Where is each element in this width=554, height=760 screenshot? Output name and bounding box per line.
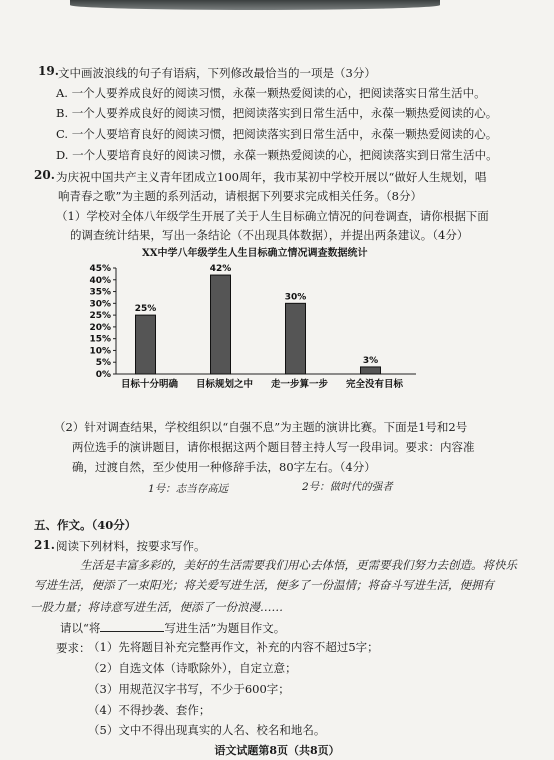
title-blank (100, 621, 164, 632)
speech-topic-2: 2号：做时代的强者 (302, 481, 393, 493)
requirements-label: 要求： (56, 641, 91, 655)
prompt-prefix: 请以“将 (60, 621, 101, 635)
requirement-1: （1）先将题目补充完整再作文，补充的内容不超过5字； (88, 640, 379, 654)
chart-y-tick-label: 5% (95, 358, 111, 369)
q19-number: 19. (38, 64, 59, 78)
q20-part1-line2: 的调查统计结果，写出一条结论（不出现具体数据），并提出两条建议。（4分） (70, 228, 469, 242)
requirement-2: （2）自选文体（诗歌除外），自定立意； (88, 661, 297, 675)
q20-part1-line1: （1）学校对全体八年级学生开展了关于人生目标确立情况的问卷调查，请你根据下面 (56, 209, 489, 223)
chart-y-tick-label: 30% (89, 299, 111, 310)
chart-data-label: 25% (134, 304, 157, 315)
q20-part2-line1: （2）针对调查结果，学校组织以“自强不息”为主题的演讲比赛。下面是1号和2号 (54, 420, 468, 434)
survey-bar-chart (78, 244, 488, 414)
chart-bar (286, 303, 306, 374)
q20-part2-line3: 确，过渡自然，至少使用一种修辞手法，80字左右。（4分） (72, 460, 376, 474)
q19-option-c: C. 一个人要培育良好的阅读习惯，把阅读落实到日常生活中，永葆一颗热爱阅读的心。 (56, 127, 498, 141)
q20-part2-line2: 两位选手的演讲题目，请你根据这两个题目替主持人写一段串词。要求：内容准 (72, 440, 475, 454)
material-line1: 生活是丰富多彩的，美好的生活需要我们用心去体悟，更需要我们努力去创造。将快乐 (80, 558, 517, 572)
chart-y-tick-label: 10% (89, 346, 111, 357)
prompt-suffix: 写进生活”为题目作文。 (164, 621, 286, 635)
requirement-5: （5）文中不得出现真实的人名、校名和地名。 (88, 723, 326, 737)
q19-option-a: A. 一个人要养成良好的阅读习惯，永葆一颗热爱阅读的心，把阅读落实日常生活中。 (56, 86, 486, 100)
chart-svg (78, 244, 488, 414)
chart-category-label: 目标十分明确 (120, 379, 179, 390)
chart-bar (136, 315, 156, 374)
page-footer: 语文试题第8页（共8页） (214, 744, 340, 757)
chart-category-label: 走一步算一步 (270, 379, 329, 390)
chart-y-tick-label: 35% (89, 287, 111, 298)
chart-y-tick-label: 40% (89, 275, 111, 286)
chart-category-label: 目标规划之中 (195, 379, 254, 390)
q19-option-d: D. 一个人要培育良好的阅读习惯，永葆一颗热爱阅读的心，把阅读落实到日常生活中。 (56, 148, 498, 162)
chart-bar (361, 367, 381, 374)
chart-y-tick-label: 20% (89, 322, 111, 333)
requirement-4: （4）不得抄袭、套作； (88, 703, 211, 717)
chart-y-tick-label: 0% (95, 370, 111, 380)
q21-number: 21. (34, 538, 55, 552)
chart-data-label: 3% (362, 355, 379, 366)
chart-y-tick-label: 15% (89, 334, 111, 345)
q20-intro-line1: 为庆祝中国共产主义青年团成立100周年，我市某初中学校开展以“做好人生规划，唱 (56, 170, 487, 184)
q21-stem: 阅读下列材料，按要求写作。 (56, 539, 206, 553)
q19-option-b: B. 一个人要养成良好的阅读习惯，把阅读落实到日常生活中，永葆一颗热爱阅读的心。 (56, 106, 498, 120)
section5-heading: 五、作文。（40分） (34, 518, 137, 532)
q20-intro-line2: 响青春之歌”为主题的系列活动，请根据下列要求完成相关任务。（8分） (58, 189, 422, 203)
chart-y-tick-label: 25% (89, 311, 111, 322)
speech-topic-1: 1号：志当存高远 (148, 483, 229, 495)
material-line2: 写进生活，便添了一束阳光；将关爱写进生活，便多了一份温情；将奋斗写进生活，便拥有 (34, 578, 494, 592)
requirement-3: （3）用规范汉字书写，不少于600字； (88, 682, 290, 696)
chart-data-label: 30% (284, 292, 307, 303)
material-line3: 一股力量；将诗意写进生活，便添了一份浪漫…… (30, 600, 283, 614)
essay-prompt (60, 621, 285, 635)
scan-top-band (70, 0, 440, 10)
chart-category-label: 完全没有目标 (345, 379, 404, 390)
chart-title: XX中学八年级学生人生目标确立情况调查数据统计 (142, 248, 368, 259)
chart-data-label: 42% (209, 264, 232, 275)
q20-number: 20. (34, 168, 55, 182)
q19-stem: 文中画波浪线的句子有语病，下列修改最恰当的一项是（3分） (58, 66, 376, 80)
chart-y-tick-label: 45% (89, 264, 111, 274)
chart-bar (211, 275, 231, 374)
